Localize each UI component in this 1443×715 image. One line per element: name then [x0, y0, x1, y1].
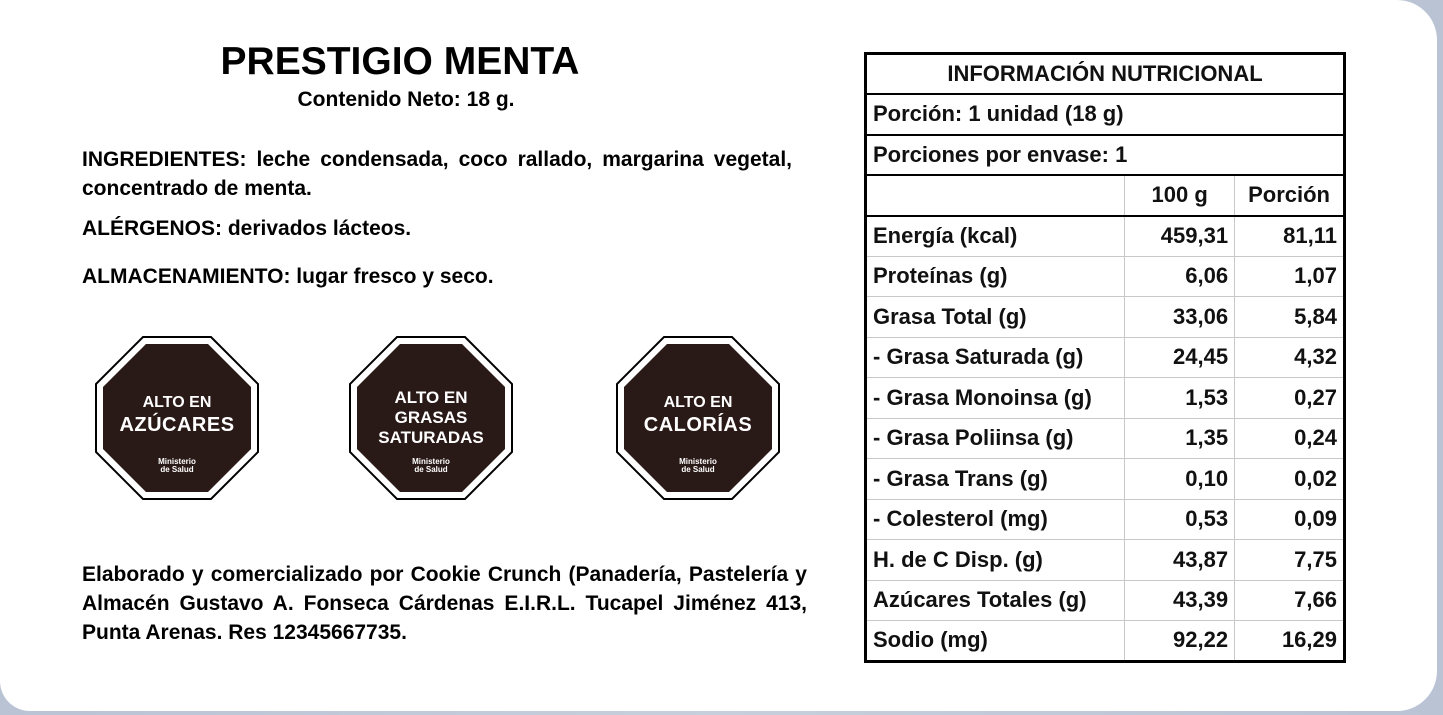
product-title: PRESTIGIO MENTA	[220, 40, 580, 83]
allergens-text	[82, 214, 792, 243]
seal-high-saturated-fat	[349, 336, 513, 500]
seal-ministry	[616, 458, 780, 474]
table-row	[866, 378, 1345, 419]
storage-label: ALMACENAMIENTO:	[82, 265, 291, 288]
column-header-row	[866, 175, 1345, 216]
nutrient-value-100g: 459,31	[1125, 216, 1235, 257]
seal-line2: CALORÍAS	[643, 414, 753, 436]
column-header-portion: Porción	[1235, 175, 1345, 216]
nutrition-title: INFORMACIÓN NUTRICIONAL	[866, 54, 1345, 95]
nutrient-value-100g: 1,35	[1125, 418, 1235, 459]
nutrient-value-100g: 0,10	[1125, 459, 1235, 500]
nutrient-value-100g: 43,39	[1125, 580, 1235, 621]
nutrient-name: - Grasa Monoinsa (g)	[866, 378, 1125, 419]
nutrient-value-portion: 1,07	[1235, 256, 1345, 297]
servings-per-container-row	[866, 135, 1345, 176]
serving-size: Porción: 1 unidad (18 g)	[866, 94, 1345, 135]
serving-row	[866, 94, 1345, 135]
seal-ministry	[95, 458, 259, 474]
storage-text	[82, 262, 792, 291]
seal-ministry-line1: Ministerio	[679, 457, 717, 466]
table-row	[866, 621, 1345, 662]
seal-line2: GRASAS	[394, 408, 468, 427]
nutrient-value-portion: 16,29	[1235, 621, 1345, 662]
ingredients-value: leche condensada, coco rallado, margarina vegetal, concentrado de menta.	[82, 148, 792, 200]
nutrient-name: Azúcares Totales (g)	[866, 580, 1125, 621]
table-row	[866, 256, 1345, 297]
nutrient-name: Grasa Total (g)	[866, 297, 1125, 338]
nutrient-name: - Colesterol (mg)	[866, 499, 1125, 540]
nutrient-value-portion: 81,11	[1235, 216, 1345, 257]
nutrient-value-100g: 24,45	[1125, 337, 1235, 378]
net-content: Contenido Neto: 18 g.	[297, 88, 515, 111]
nutrition-title-row	[866, 54, 1345, 95]
nutrient-value-100g: 1,53	[1125, 378, 1235, 419]
nutrient-name: H. de C Disp. (g)	[866, 540, 1125, 581]
ingredients-label: INGREDIENTES:	[82, 148, 247, 171]
seal-line1: ALTO EN	[663, 394, 733, 411]
seal-ministry-line1: Ministerio	[158, 457, 196, 466]
nutrient-value-100g: 6,06	[1125, 256, 1235, 297]
table-row	[866, 297, 1345, 338]
seal-ministry	[349, 458, 513, 474]
nutrient-value-portion: 4,32	[1235, 337, 1345, 378]
column-header-100g: 100 g	[1125, 175, 1235, 216]
seal-high-sugar	[95, 336, 259, 500]
nutrient-value-100g: 92,22	[1125, 621, 1235, 662]
nutrient-name: - Grasa Saturada (g)	[866, 337, 1125, 378]
servings-per-container: Porciones por envase: 1	[866, 135, 1345, 176]
seal-line2: AZÚCARES	[119, 414, 235, 436]
seal-ministry-line2: de Salud	[160, 465, 194, 474]
nutrient-value-100g: 33,06	[1125, 297, 1235, 338]
storage-value: lugar fresco y seco.	[296, 265, 494, 288]
table-row	[866, 499, 1345, 540]
nutrient-value-100g: 0,53	[1125, 499, 1235, 540]
nutrient-name: Energía (kcal)	[866, 216, 1125, 257]
nutrient-value-portion: 7,66	[1235, 580, 1345, 621]
seal-line1: ALTO EN	[142, 394, 212, 411]
nutrient-name: - Grasa Trans (g)	[866, 459, 1125, 500]
allergens-label: ALÉRGENOS:	[82, 217, 223, 240]
nutrient-value-100g: 43,87	[1125, 540, 1235, 581]
table-row	[866, 418, 1345, 459]
nutrient-value-portion: 0,02	[1235, 459, 1345, 500]
seal-ministry-line2: de Salud	[414, 465, 448, 474]
nutrient-name: - Grasa Poliinsa (g)	[866, 418, 1125, 459]
table-row	[866, 580, 1345, 621]
table-row	[866, 459, 1345, 500]
seal-ministry-line1: Ministerio	[412, 457, 450, 466]
nutrient-name: Proteínas (g)	[866, 256, 1125, 297]
nutrient-rows	[866, 216, 1345, 662]
producer-info: Elaborado y comercializado por Cookie Crunch (Panadería, Pastelería y Almacén Gustavo A. Fonseca Cárdenas E.I.R.L. Tucapel Jiménez 413, Punta Arenas. Res 12345667735.	[82, 563, 807, 644]
nutrient-value-portion: 0,24	[1235, 418, 1345, 459]
nutrient-value-portion: 0,27	[1235, 378, 1345, 419]
seal-lines	[349, 388, 513, 448]
nutrient-value-portion: 0,09	[1235, 499, 1345, 540]
seal-high-calories	[616, 336, 780, 500]
seal-line3: SATURADAS	[378, 428, 484, 447]
ingredients-text	[82, 145, 792, 203]
allergens-value: derivados lácteos.	[227, 217, 412, 240]
nutrient-value-portion: 7,75	[1235, 540, 1345, 581]
nutrition-table	[864, 52, 1346, 663]
seal-ministry-line2: de Salud	[681, 465, 715, 474]
nutrient-value-portion: 5,84	[1235, 297, 1345, 338]
table-row	[866, 216, 1345, 257]
column-header-nutrient	[866, 175, 1125, 216]
table-row	[866, 337, 1345, 378]
table-row	[866, 540, 1345, 581]
nutrient-name: Sodio (mg)	[866, 621, 1125, 662]
seal-line1: ALTO EN	[394, 388, 468, 407]
